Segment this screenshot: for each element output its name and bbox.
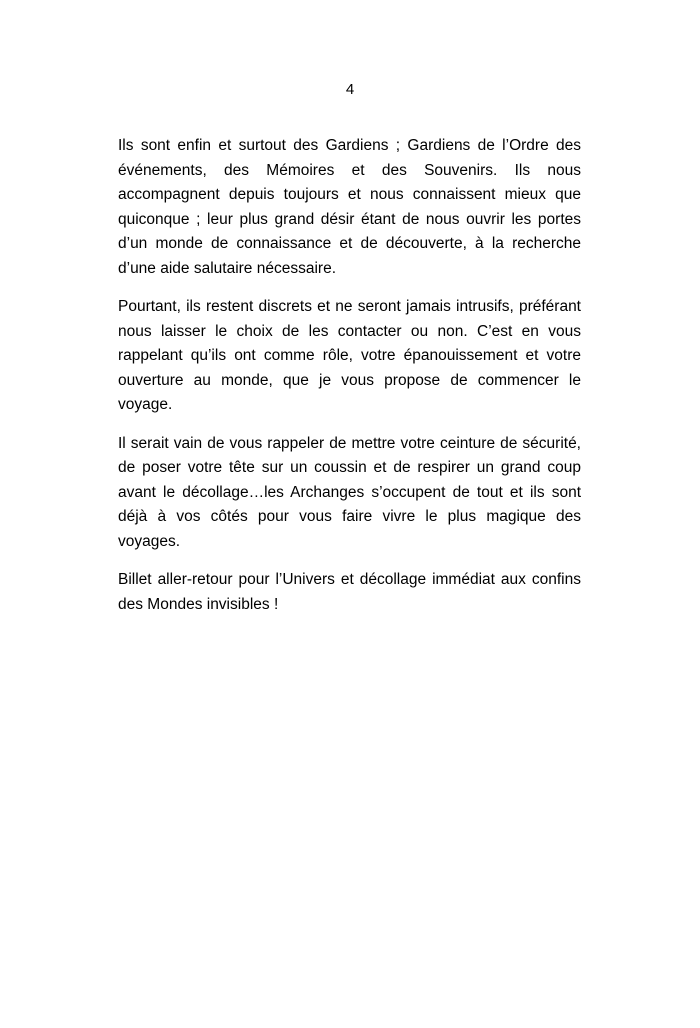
paragraph-3: Il serait vain de vous rappeler de mettre votre ceinture de sécurité, de poser votre tête sur un coussin et de respirer un grand coup avant le décollage…les Archanges s’occupent de tout et ils sont déjà à vos côtés pour vous faire vivre le plus magique des voyages. [118,434,581,550]
body-text [118,134,581,631]
paragraph-1: Ils sont enfin et surtout des Gardiens ; Gardiens de l’Ordre des événements, des Mémoires et des Souvenirs. Ils nous accompagnent depuis toujours et nous connaissent mieux que quiconque ; leur plus grand désir étant de nous ouvrir les portes d’un monde de connaissance et de découverte, à la recherche d’une aide salutaire nécessaire. [118,137,581,277]
paragraph-4: Billet aller-retour pour l’Univers et décollage immédiat aux confins des Mondes invisibles ! [118,571,581,613]
page-number: 4 [345,81,355,98]
paragraph-2: Pourtant, ils restent discrets et ne seront jamais intrusifs, préférant nous laisser le choix de les contacter ou non. C’est en vous rappelant qu’ils ont comme rôle, votre épanouissement et votre ouverture au monde, que je vous propose de commencer le voyage. [118,298,581,413]
